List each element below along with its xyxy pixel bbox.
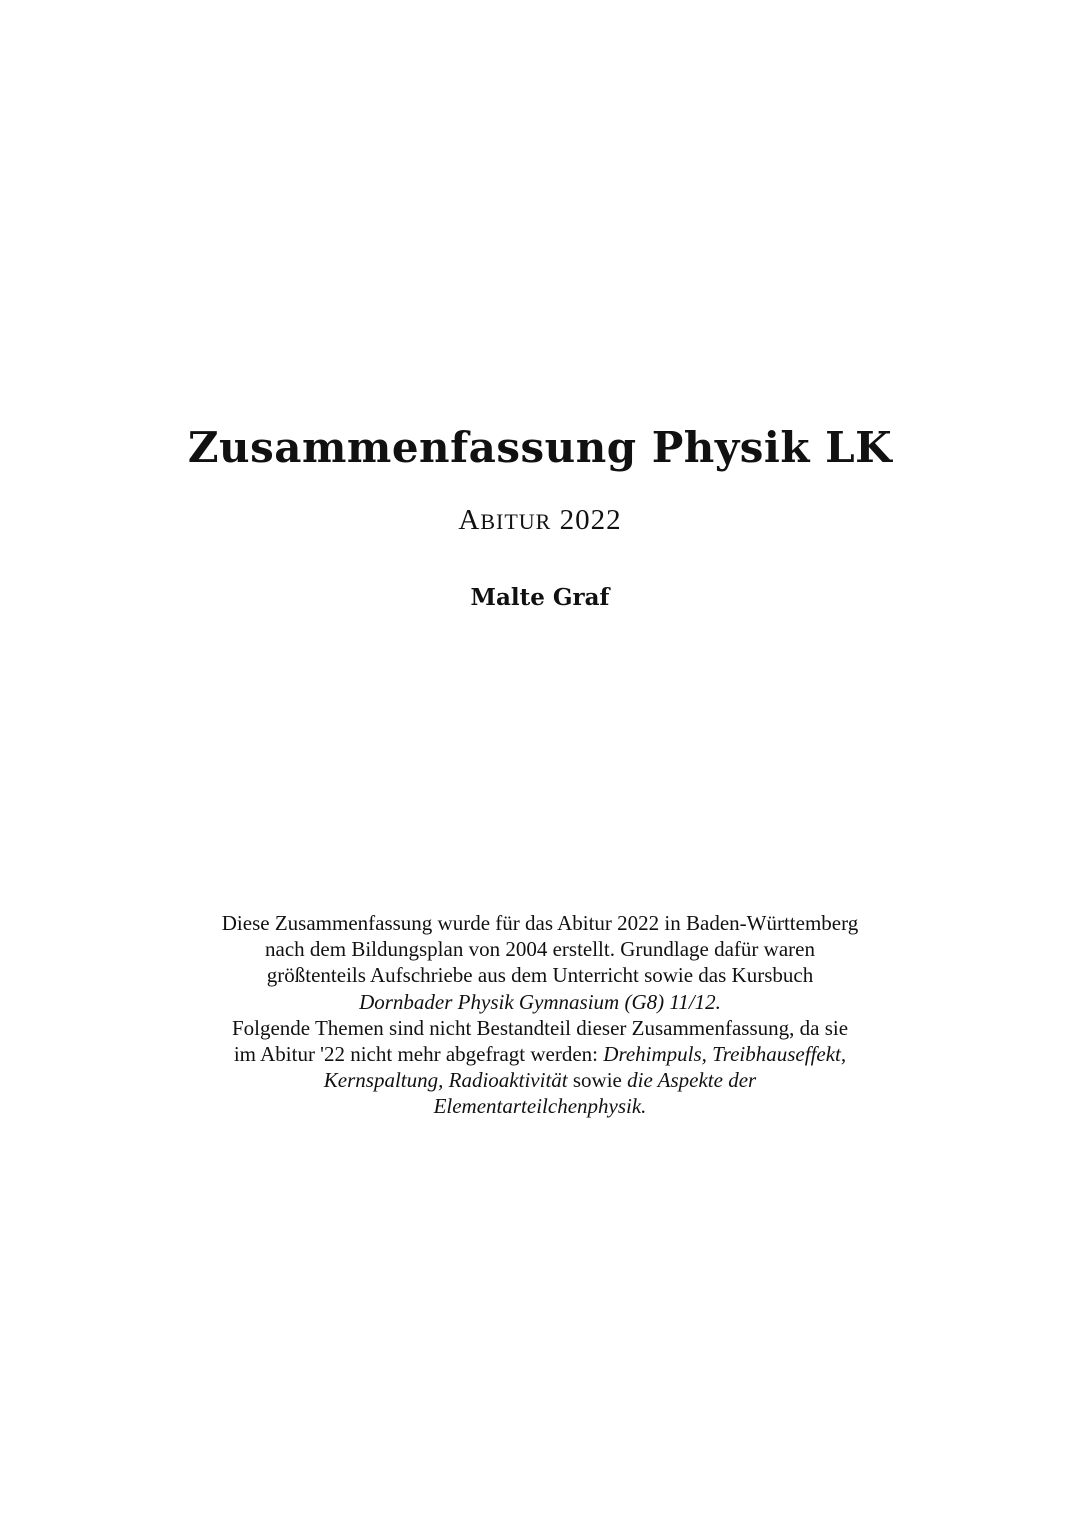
abstract-line: nach dem Bildungsplan von 2004 erstellt. Grundlage dafür waren [265, 937, 815, 962]
excluded-topic: die Aspekte der [627, 1068, 757, 1093]
subtitle-smallcaps: BITUR [480, 509, 552, 534]
abstract-connector: sowie [572, 1068, 622, 1093]
subtitle-initial: A [458, 504, 481, 536]
document-subtitle [0, 500, 1080, 542]
excluded-topic: Treibhauseffekt, [712, 1042, 847, 1067]
document-title: Zusammenfassung Physik LK [187, 423, 893, 472]
excluded-topic: Kernspaltung, [323, 1068, 444, 1093]
excluded-topic: Elementarteilchenphysik. [433, 1094, 647, 1119]
excluded-topic: Radioaktivität [448, 1068, 568, 1093]
book-reference: Dornbader Physik Gymnasium (G8) 11/12. [359, 989, 721, 1014]
subtitle-year: 2022 [559, 504, 622, 536]
abstract-line: im Abitur '22 nicht mehr abgefragt werden: [233, 1042, 599, 1067]
abstract-line: Folgende Themen sind nicht Bestandteil dieser Zusammenfassung, da sie [231, 1015, 849, 1040]
abstract [140, 910, 940, 1120]
author-name: Malte Graf [470, 584, 610, 611]
abstract-line: größtenteils Aufschriebe aus dem Unterricht sowie das Kursbuch [266, 963, 814, 988]
abstract-line: Diese Zusammenfassung wurde für das Abitur 2022 in Baden-Württemberg [221, 911, 859, 935]
excluded-topic: Drehimpuls, [603, 1042, 707, 1067]
